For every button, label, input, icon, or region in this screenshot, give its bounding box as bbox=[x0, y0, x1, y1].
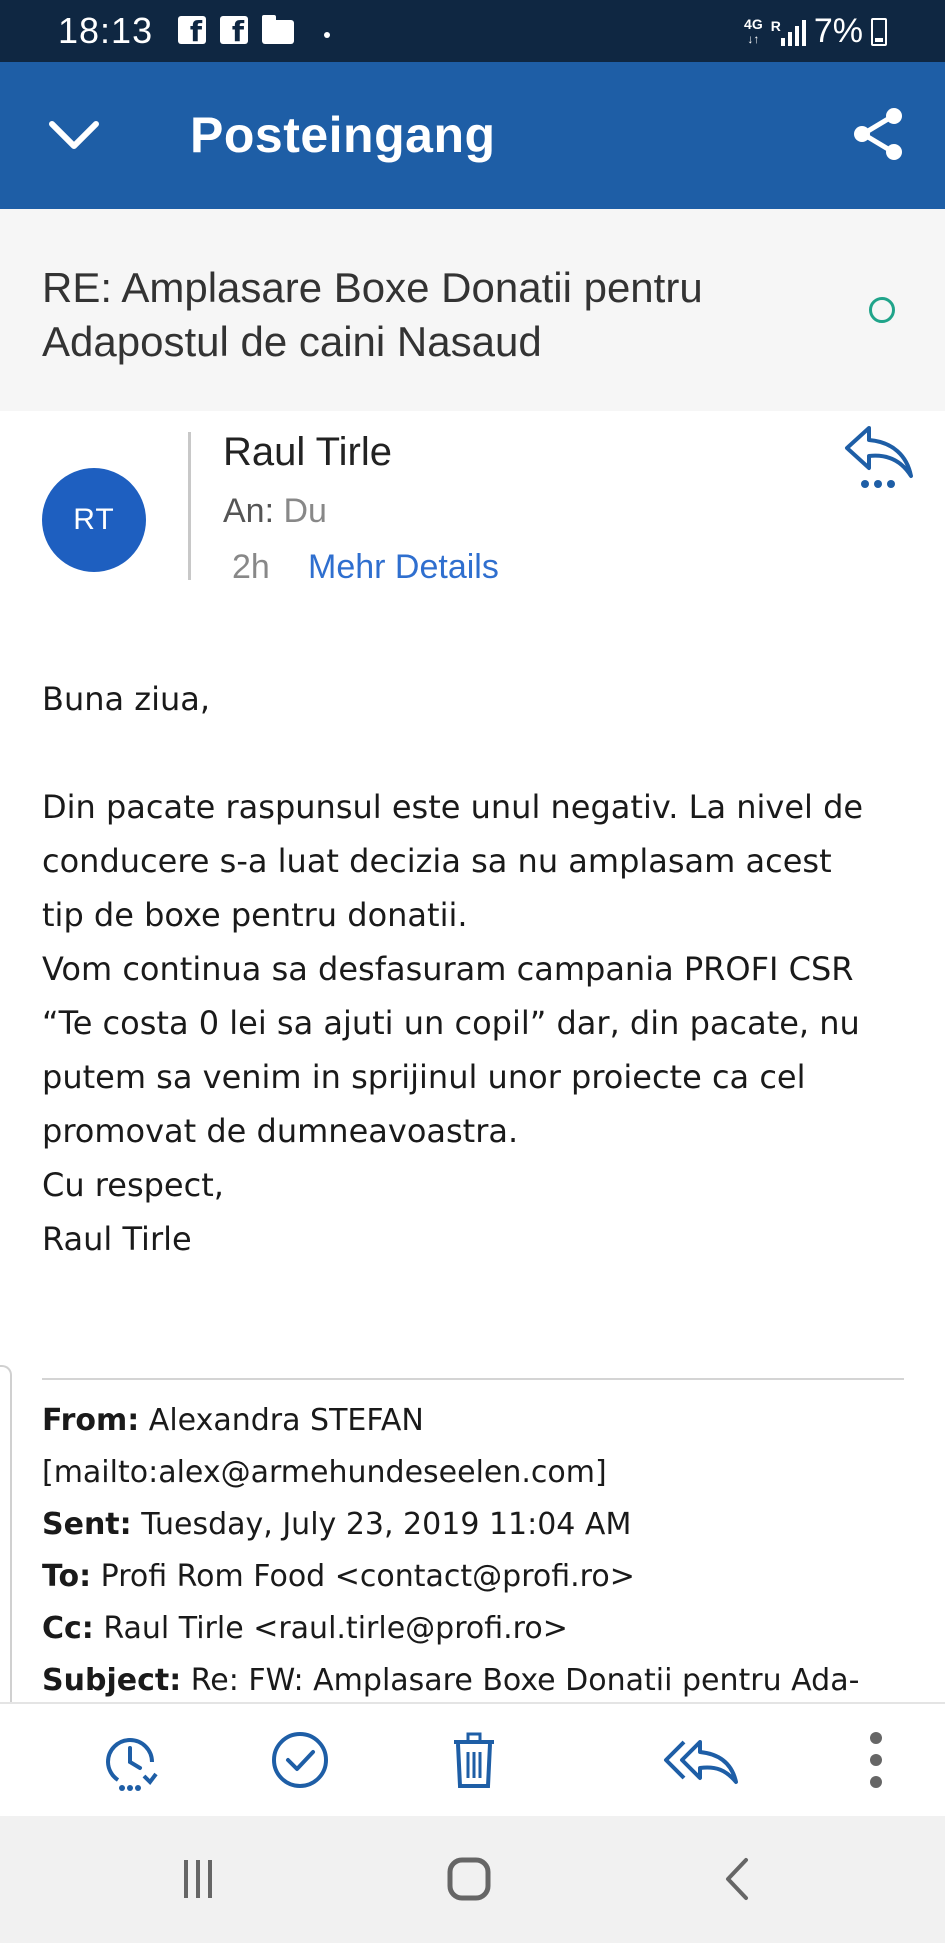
quoted-header bbox=[42, 1395, 912, 1701]
avatar[interactable]: RT bbox=[42, 468, 146, 572]
quoted-mailto[interactable]: [mailto:alex@armehundeseelen.com] bbox=[42, 1455, 607, 1490]
facebook-icon bbox=[178, 16, 206, 44]
facebook-icon bbox=[220, 16, 248, 44]
recents-icon[interactable] bbox=[176, 1854, 236, 1904]
reply-options-icon[interactable] bbox=[841, 422, 915, 492]
quoted-to: To: Profi Rom Food <contact@profi.ro> bbox=[42, 1559, 635, 1594]
sender-name[interactable]: Raul Tirle bbox=[223, 430, 392, 474]
network-type: 4G bbox=[744, 15, 763, 32]
scroll-handle[interactable] bbox=[0, 1365, 12, 1729]
battery-percent: 7% bbox=[813, 12, 863, 50]
to-label: An: bbox=[223, 492, 275, 530]
trash-icon[interactable] bbox=[442, 1728, 506, 1792]
recipient-line bbox=[223, 492, 327, 531]
quoted-cc: Cc: Raul Tirle <raul.tirle@profi.ro> bbox=[42, 1611, 568, 1646]
quote-divider bbox=[42, 1378, 904, 1380]
more-vert-icon[interactable] bbox=[856, 1728, 896, 1792]
dot-icon bbox=[324, 32, 330, 38]
folder-icon bbox=[262, 20, 294, 44]
snooze-icon[interactable] bbox=[98, 1728, 162, 1792]
subject-area bbox=[0, 209, 945, 411]
quoted-sent: Sent: Tuesday, July 23, 2019 11:04 AM bbox=[42, 1507, 632, 1542]
to-value: Du bbox=[283, 492, 327, 530]
status-right bbox=[744, 12, 887, 51]
body-greeting: Buna ziua, bbox=[42, 680, 211, 718]
back-icon[interactable] bbox=[710, 1854, 770, 1904]
body-closing: Cu respect, bbox=[42, 1166, 224, 1204]
body-paragraph: Din pacate raspunsul este unul negativ. La nivel de conducere s-a luat decizia sa nu amplasam acest tip de boxe pentru donatii. Vom continua sa desfasuram campania PROFI CSR “Te costa 0 lei sa ajuti un copil” dar, din pacate, nu putem sa venim in sprijinul unor proiecte ca cel promovat de dumneavoastra. bbox=[42, 788, 864, 1150]
roaming-indicator: R bbox=[770, 17, 781, 34]
network-indicator bbox=[744, 17, 763, 47]
notification-icons bbox=[178, 16, 330, 44]
action-bar bbox=[0, 1702, 945, 1816]
reply-all-icon[interactable] bbox=[660, 1728, 740, 1792]
system-nav-bar bbox=[0, 1816, 945, 1943]
message-subject: RE: Amplasare Boxe Donatii pentru Adapostul de caini Nasaud bbox=[42, 264, 703, 365]
battery-charging-icon bbox=[871, 18, 887, 46]
home-icon[interactable] bbox=[440, 1854, 500, 1904]
mark-done-icon[interactable] bbox=[268, 1728, 332, 1792]
data-arrows-icon: ↓↑ bbox=[747, 31, 760, 46]
mark-unread-icon[interactable] bbox=[869, 297, 895, 323]
status-bar bbox=[0, 0, 945, 62]
app-bar bbox=[0, 62, 945, 209]
header-divider bbox=[188, 432, 191, 580]
chevron-down-icon[interactable] bbox=[44, 110, 104, 160]
share-icon[interactable] bbox=[849, 104, 909, 164]
quoted-subject: Subject: Re: FW: Amplasare Boxe Donatii pentru Ada- bbox=[42, 1663, 860, 1698]
status-time: 18:13 bbox=[58, 10, 154, 51]
more-details-link[interactable]: Mehr Details bbox=[308, 548, 499, 586]
message-body bbox=[42, 672, 912, 1266]
signal-icon bbox=[771, 18, 806, 46]
quoted-from: From: Alexandra STEFAN bbox=[42, 1403, 424, 1438]
page-title: Posteingang bbox=[190, 107, 496, 163]
body-signature: Raul Tirle bbox=[42, 1220, 192, 1258]
message-time: 2h bbox=[232, 548, 270, 586]
